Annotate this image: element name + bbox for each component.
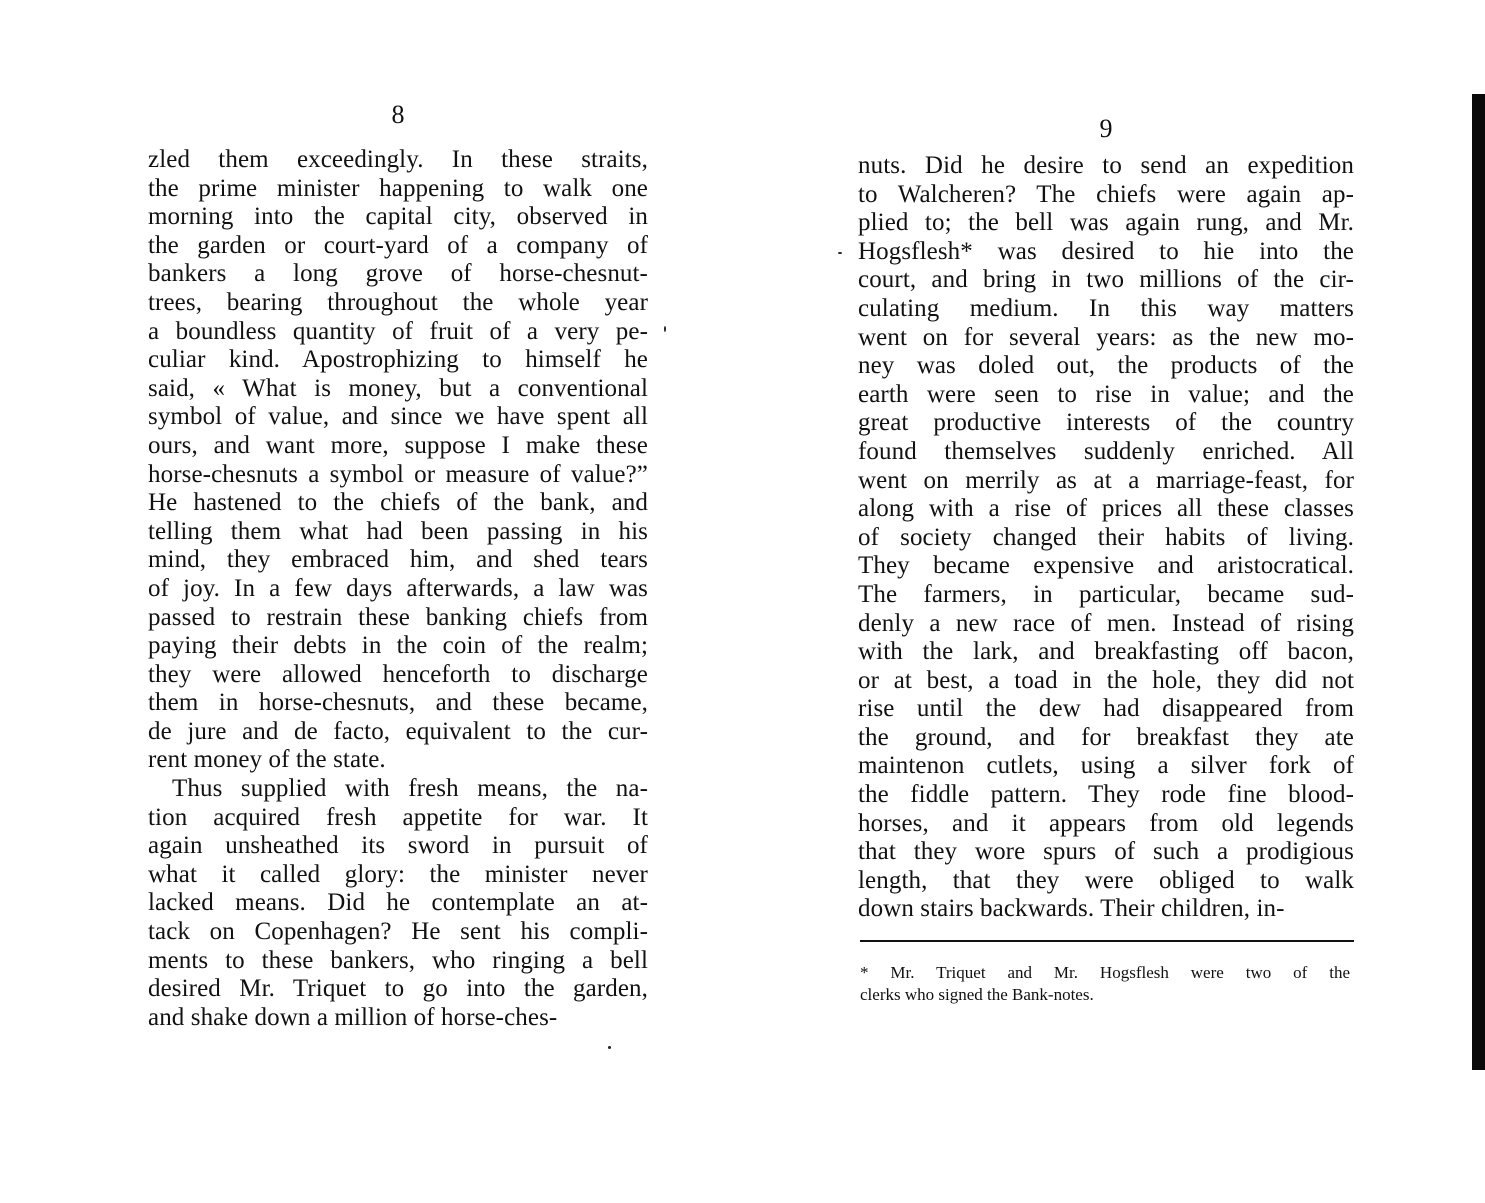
- text-line: ours, and want more, suppose I make these: [148, 431, 648, 459]
- text-line: went on for several years: as the new mo-: [858, 323, 1354, 351]
- text-line: or at best, a toad in the hole, they did not: [858, 666, 1354, 694]
- scan-speck: [664, 326, 666, 332]
- text-line: rise until the dew had disappeared from: [858, 695, 1354, 723]
- footnote-line: * Mr. Triquet and Mr. Hogsflesh were two of the: [860, 963, 1350, 982]
- text-line: zled them exceedingly. In these straits,: [148, 146, 648, 173]
- text-line: culating medium. In this way matters: [858, 294, 1354, 322]
- text-line: what it called glory: the minister never: [148, 860, 648, 888]
- text-line: de jure and de facto, equivalent to the cur-: [148, 717, 648, 745]
- text-line: horse-chesnuts a symbol or measure of value?”: [148, 460, 648, 488]
- text-line: to Walcheren? The chiefs were again ap-: [858, 180, 1354, 208]
- text-line: telling them what had been passing in his: [148, 517, 648, 545]
- text-line: of joy. In a few days afterwards, a law was: [148, 574, 648, 602]
- text-line: He hastened to the chiefs of the bank, and: [148, 489, 648, 517]
- text-line: and shake down a million of horse-ches-: [148, 1003, 558, 1031]
- text-line: Thus supplied with fresh means, the na-: [172, 775, 648, 803]
- text-line: culiar kind. Apostrophizing to himself he: [148, 346, 648, 374]
- text-line: ney was doled out, the products of the: [858, 352, 1354, 380]
- text-line: trees, bearing throughout the whole year: [148, 288, 648, 316]
- text-line: earth were seen to rise in value; and the: [858, 380, 1354, 408]
- text-line: Hogsflesh* was desired to hie into the: [858, 237, 1354, 265]
- text-line: the garden or court-yard of a company of: [148, 231, 648, 259]
- text-line: again unsheathed its sword in pursuit of: [148, 832, 648, 860]
- text-line: rent money of the state.: [148, 746, 386, 774]
- text-line: tion acquired fresh appetite for war. It: [148, 803, 648, 831]
- text-line: lacked means. Did he contemplate an at-: [148, 889, 648, 917]
- text-line: that they wore spurs of such a prodigious: [858, 838, 1354, 866]
- right-page-text: [858, 152, 1354, 924]
- text-line: tack on Copenhagen? He sent his compli-: [148, 918, 648, 946]
- page-edge-shadow: [1472, 94, 1485, 1070]
- text-line: down stairs backwards. Their children, in-: [858, 895, 1285, 923]
- text-line: court, and bring in two millions of the cir-: [858, 266, 1354, 294]
- text-line: with the lark, and breakfasting off bacon,: [858, 638, 1354, 666]
- text-line: found themselves suddenly enriched. All: [858, 437, 1354, 465]
- text-line: the fiddle pattern. They rode fine blood-: [858, 781, 1354, 809]
- footnote: [860, 962, 1350, 1006]
- text-line: symbol of value, and since we have spent all: [148, 403, 648, 431]
- text-line: length, that they were obliged to walk: [858, 866, 1354, 894]
- text-line: great productive interests of the country: [858, 409, 1354, 437]
- text-line: morning into the capital city, observed in: [148, 203, 648, 231]
- text-line: bankers a long grove of horse-chesnut-: [148, 260, 648, 288]
- text-line: desired Mr. Triquet to go into the garden,: [148, 975, 648, 1003]
- footnote-rule: [860, 940, 1354, 942]
- scan-speck: [608, 1046, 611, 1049]
- text-line: plied to; the bell was again rung, and Mr.: [858, 209, 1354, 237]
- text-line: them in horse-chesnuts, and these became,: [148, 689, 648, 717]
- text-line: mind, they embraced him, and shed tears: [148, 546, 648, 574]
- text-line: along with a rise of prices all these classes: [858, 495, 1354, 523]
- text-line: paying their debts in the coin of the realm;: [148, 632, 648, 660]
- text-line: They became expensive and aristocratical.: [858, 552, 1354, 580]
- page-number-left: 8: [391, 100, 405, 129]
- text-line: went on merrily as at a marriage-feast, for: [858, 466, 1354, 494]
- page-number-right: 9: [1099, 114, 1113, 143]
- footnote-line: clerks who signed the Bank-notes.: [860, 985, 1094, 1004]
- text-line: The farmers, in particular, became sud-: [858, 580, 1354, 608]
- text-line: said, « What is money, but a conventional: [148, 374, 648, 402]
- left-page-text: [148, 146, 648, 1032]
- text-line: they were allowed henceforth to discharge: [148, 660, 648, 688]
- scan-speck: [838, 252, 842, 254]
- text-line: maintenon cutlets, using a silver fork of: [858, 752, 1354, 780]
- text-line: denly a new race of men. Instead of rising: [858, 609, 1354, 637]
- text-line: of society changed their habits of living.: [858, 523, 1354, 551]
- text-line: ments to these bankers, who ringing a bell: [148, 946, 648, 974]
- text-line: nuts. Did he desire to send an expedition: [858, 152, 1354, 179]
- text-line: passed to restrain these banking chiefs from: [148, 603, 648, 631]
- text-line: horses, and it appears from old legends: [858, 809, 1354, 837]
- text-line: the prime minister happening to walk one: [148, 174, 648, 202]
- text-line: a boundless quantity of fruit of a very pe-: [148, 317, 648, 345]
- text-line: the ground, and for breakfast they ate: [858, 723, 1354, 751]
